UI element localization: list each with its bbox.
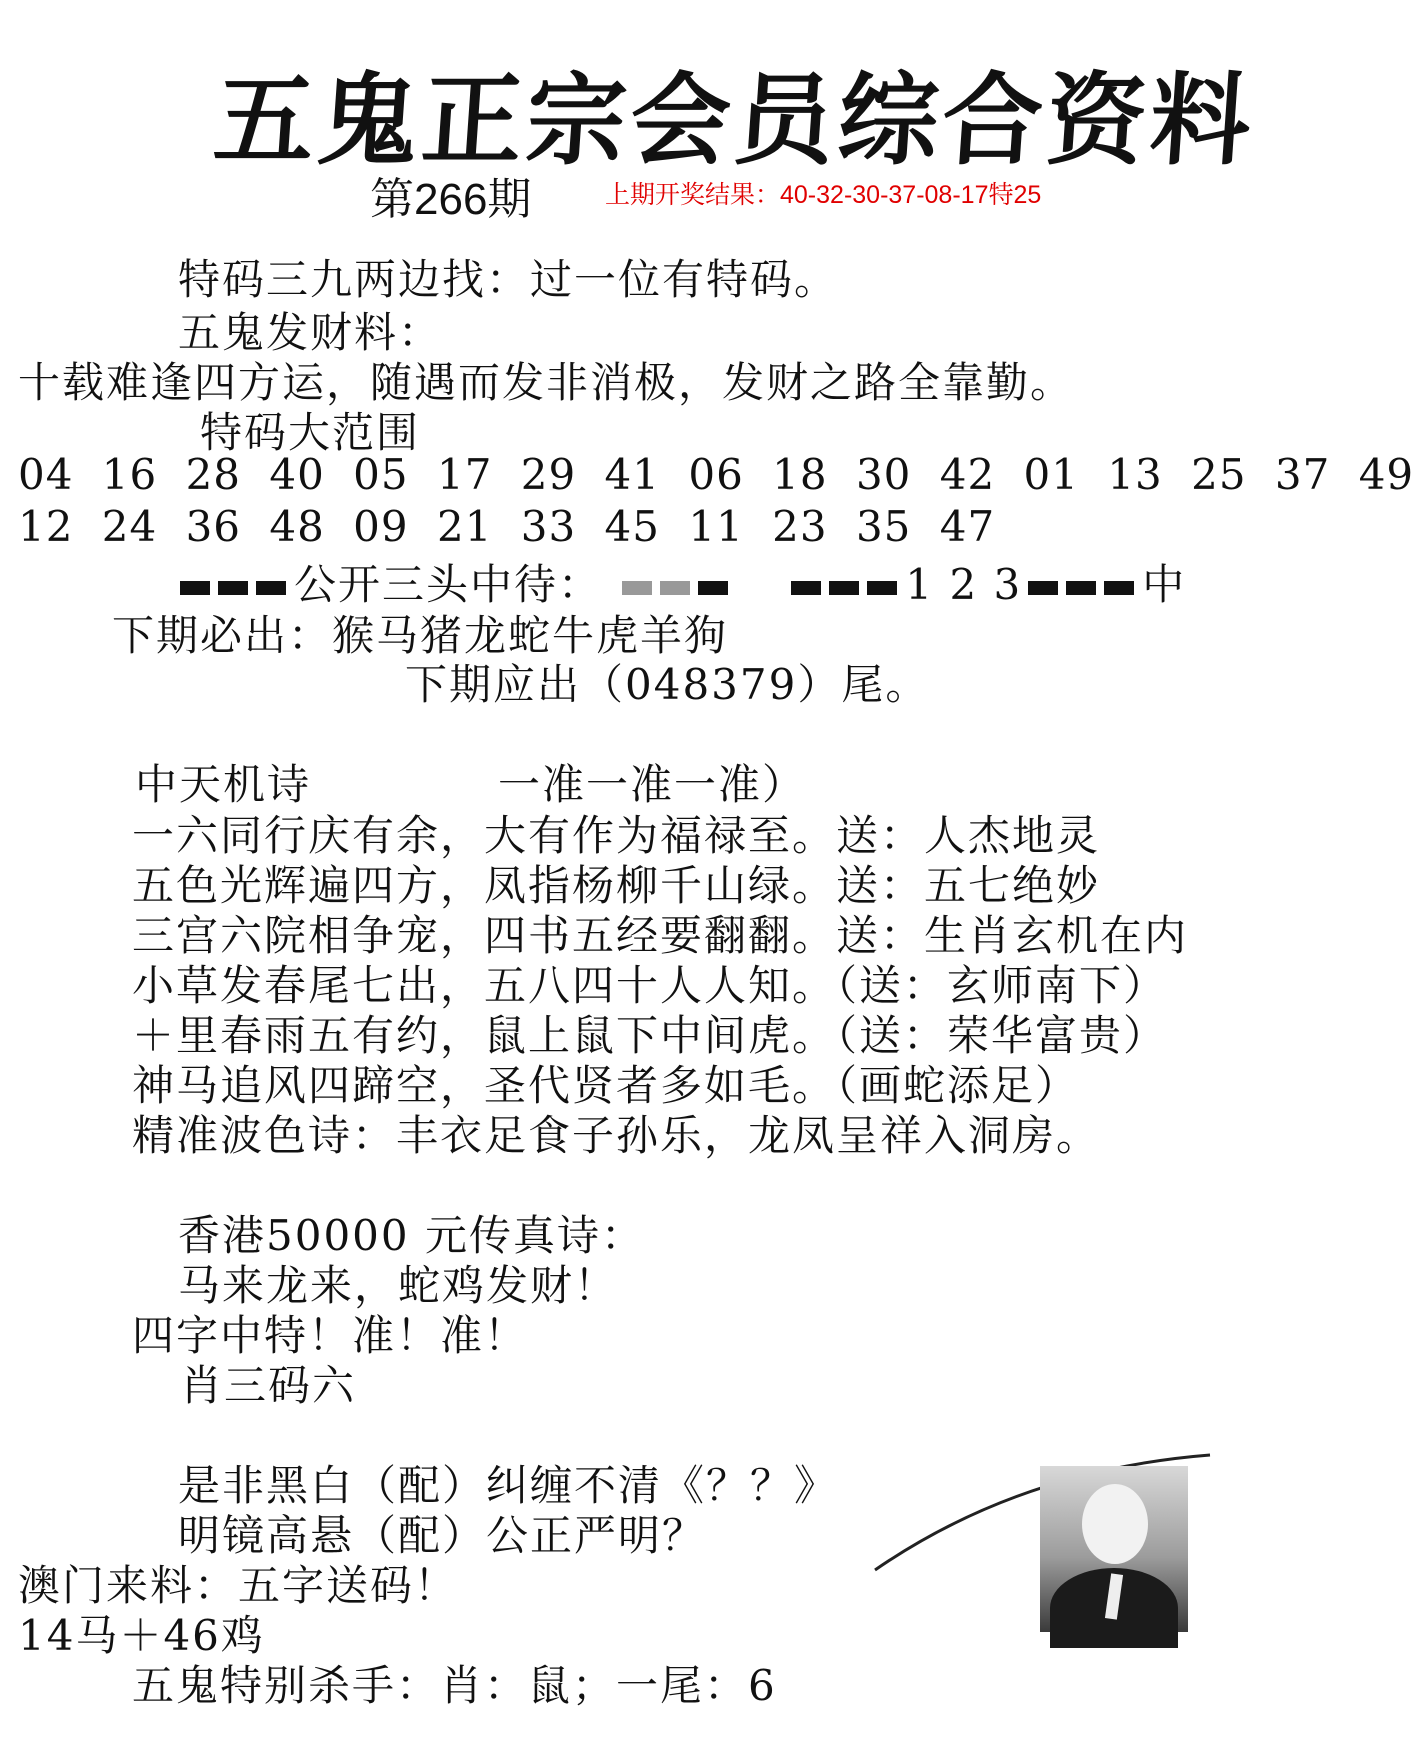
macau-heading: 澳门来料：五字送码！	[18, 1561, 459, 1610]
poem-heading: 中天机诗	[135, 760, 312, 809]
last-draw-result: 上期开奖结果：40-32-30-37-08-17特25	[605, 181, 1042, 209]
poem-tag: 一准一准一准）	[498, 760, 807, 809]
poem-line-3: 三宫六院相争宠，四书五经要翻翻。送：生肖玄机在内	[132, 911, 1189, 960]
line-next-zodiacs: 下期必出：猴马猪龙蛇牛虎羊狗	[112, 611, 729, 660]
macau-codes: 14马＋46鸡	[18, 1611, 265, 1660]
poem-line-7: 精准波色诗：丰衣足食子孙乐，龙凤呈祥入洞房。	[132, 1111, 1101, 1160]
riddle-line-1: 是非黑白（配）纠缠不清《？？》	[178, 1461, 839, 1510]
portrait-photo	[1040, 1466, 1188, 1632]
poem-line-4: 小草发春尾七出，五八四十人人知。（送：玄师南下）	[132, 961, 1168, 1010]
poem-line-1: 一六同行庆有余，大有作为福禄至。送：人杰地灵	[132, 811, 1101, 860]
number-range-row-2: 12 24 36 48 09 21 33 45 11 23 35 47	[18, 502, 996, 551]
number-range-row-1: 04 16 28 40 05 17 29 41 06 18 30 42 01 13 25 37 49	[18, 450, 1414, 499]
issue-number: 第266期	[370, 175, 532, 224]
line-special-hint: 特码三九两边找：过一位有特码。	[178, 255, 839, 304]
document-title: 五鬼正宗会员综合资料	[210, 62, 1259, 179]
hk-three-codes: 肖三码六	[180, 1361, 357, 1410]
hk-verse: 马来龙来，蛇鸡发财！	[178, 1261, 619, 1310]
three-heads-label: 公开三头中待：	[294, 560, 603, 609]
three-heads-end: 中	[1142, 560, 1187, 609]
hk-four-chars: 四字中特！准！准！	[132, 1311, 529, 1360]
line-fortune-verse: 十载难逢四方运，随遇而发非消极，发财之路全靠勤。	[18, 358, 1075, 407]
killer-line: 五鬼特别杀手：肖：鼠；一尾：6	[132, 1661, 777, 1710]
poem-line-6: 神马追风四蹄空，圣代贤者多如毛。（画蛇添足）	[132, 1061, 1080, 1110]
three-heads-digits: 1 2 3	[905, 560, 1023, 609]
line-range-heading: 特码大范围	[200, 408, 421, 457]
hk-heading: 香港50000 元传真诗：	[178, 1211, 645, 1260]
line-next-tails: 下期应出（048379）尾。	[405, 660, 930, 709]
line-fortune-heading: 五鬼发财料：	[178, 308, 443, 357]
poem-line-5: ＋里春雨五有约，鼠上鼠下中间虎。（送：荣华富贵）	[132, 1011, 1168, 1060]
poem-line-2: 五色光辉遍四方，凤指杨柳千山绿。送：五七绝妙	[132, 861, 1101, 910]
riddle-line-2: 明镜高悬（配）公正严明？	[178, 1511, 707, 1560]
